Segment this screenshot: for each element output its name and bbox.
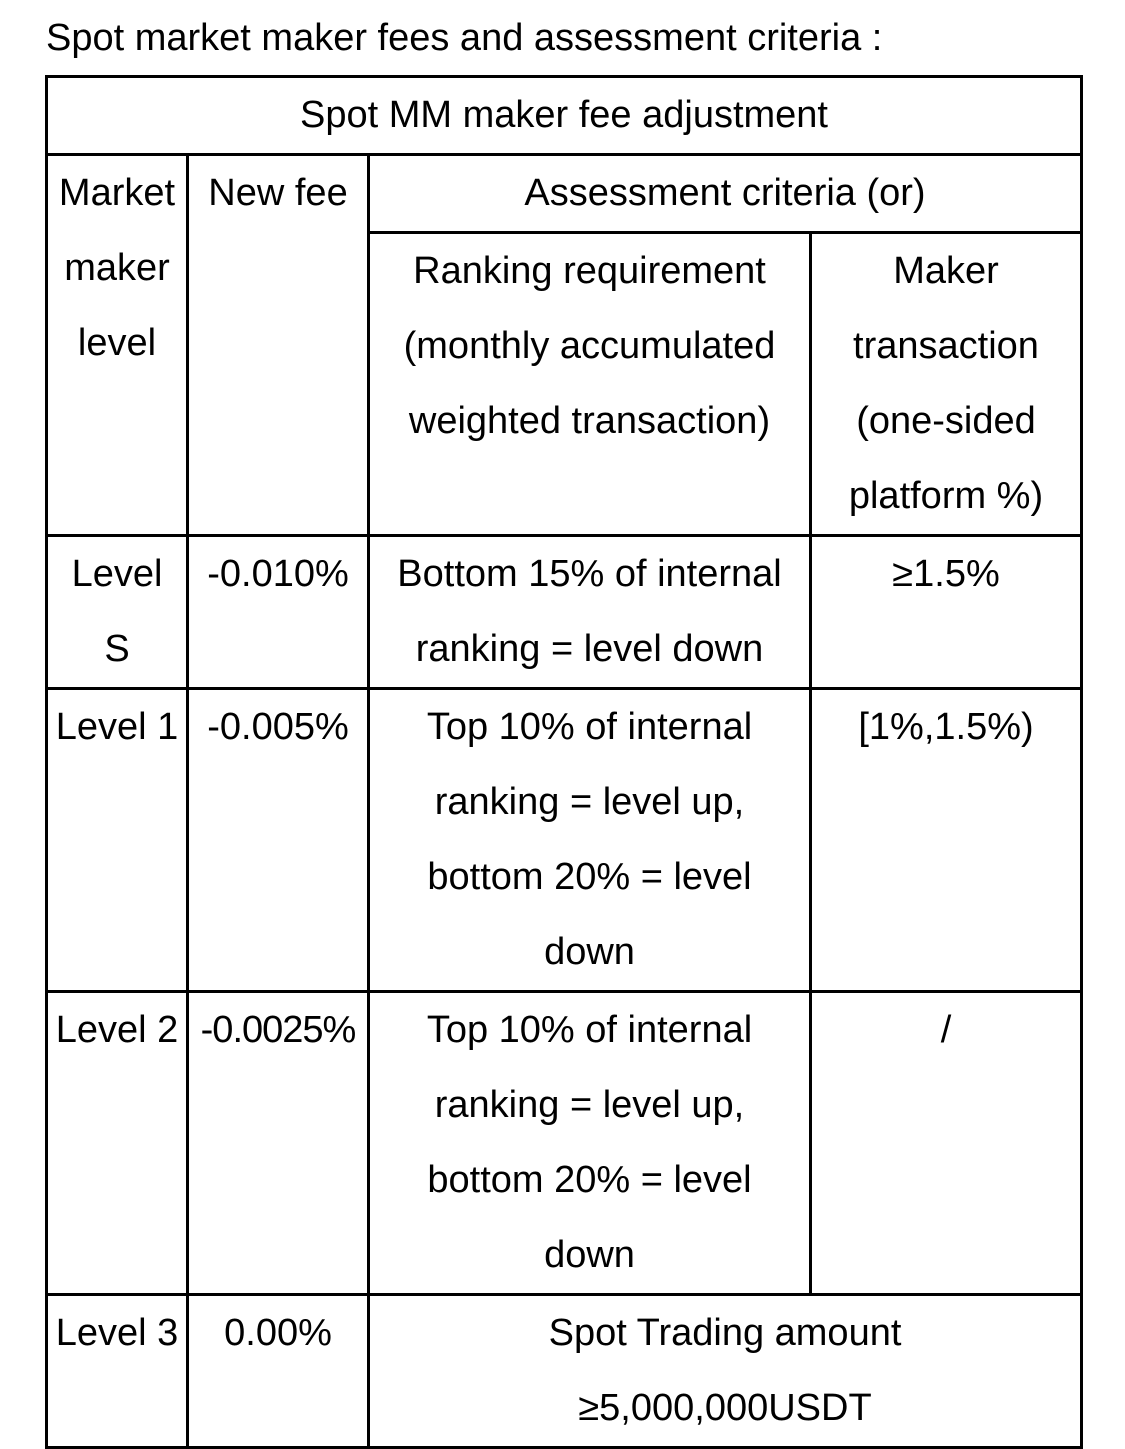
table-title-row: [47, 77, 1082, 155]
cell-trading-amount-requirement: [369, 1295, 1082, 1448]
ranking-line: Bottom 15% of internal: [397, 553, 782, 595]
ranking-line: Top 10% of internal: [426, 706, 753, 748]
ranking-line: Top 10% of internal: [426, 1009, 753, 1051]
header-level-line: Market: [58, 172, 176, 214]
table-row: [47, 536, 1082, 689]
header-maker-line: platform %): [848, 475, 1044, 517]
cell-fee: -0.005%: [188, 689, 369, 992]
header-level-line: maker: [64, 247, 170, 289]
level-line: S: [104, 628, 130, 670]
level-line: Level 3: [55, 1312, 179, 1354]
header-market-maker-level: [47, 155, 188, 536]
header-ranking-line: weighted transaction): [408, 400, 771, 442]
cell-level: [47, 1295, 188, 1448]
cell-ranking: [369, 689, 811, 992]
ranking-line: down: [544, 931, 635, 973]
ranking-line: ranking = level up,: [434, 781, 745, 823]
header-maker-line: transaction: [853, 325, 1039, 367]
cell-maker: ≥1.5%: [811, 536, 1082, 689]
header-level-line: level: [77, 322, 157, 364]
level-line: Level 1: [55, 706, 179, 748]
header-maker-line: Maker: [893, 250, 999, 292]
header-ranking-line: (monthly accumulated: [403, 325, 776, 367]
cell-level: [47, 992, 188, 1295]
header-row-1: [47, 155, 1082, 233]
table-row: [47, 992, 1082, 1295]
table-row: [47, 1295, 1082, 1448]
ranking-line: ranking = level up,: [434, 1084, 745, 1126]
table-title: Spot MM maker fee adjustment: [47, 77, 1082, 155]
header-maker-line: (one-sided: [856, 400, 1036, 442]
cell-level: [47, 536, 188, 689]
cell-fee: 0.00%: [188, 1295, 369, 1448]
maker-fee-table: [45, 75, 1083, 1449]
cell-ranking: [369, 536, 811, 689]
ranking-line: down: [544, 1234, 635, 1276]
cell-maker: [1%,1.5%): [811, 689, 1082, 992]
cell-maker: /: [811, 992, 1082, 1295]
cell-fee: -0.010%: [188, 536, 369, 689]
header-assessment-criteria: Assessment criteria (or): [369, 155, 1082, 233]
header-new-fee: New fee: [188, 155, 369, 536]
header-ranking-line: Ranking requirement: [413, 250, 766, 292]
page-heading: Spot market maker fees and assessment criteria :: [46, 17, 883, 59]
ranking-line: bottom 20% = level: [427, 856, 752, 898]
cell-ranking: [369, 992, 811, 1295]
level-line: Level: [71, 553, 163, 595]
requirement-line: Spot Trading amount: [548, 1312, 902, 1354]
requirement-line: ≥5,000,000USDT: [578, 1387, 872, 1429]
ranking-line: ranking = level down: [415, 628, 764, 670]
header-maker-transaction: [811, 233, 1082, 536]
header-ranking-requirement: [369, 233, 811, 536]
level-line: Level 2: [55, 1009, 179, 1051]
cell-fee: -0.0025%: [188, 992, 369, 1295]
cell-level: [47, 689, 188, 992]
table-row: [47, 689, 1082, 992]
ranking-line: bottom 20% = level: [427, 1159, 752, 1201]
